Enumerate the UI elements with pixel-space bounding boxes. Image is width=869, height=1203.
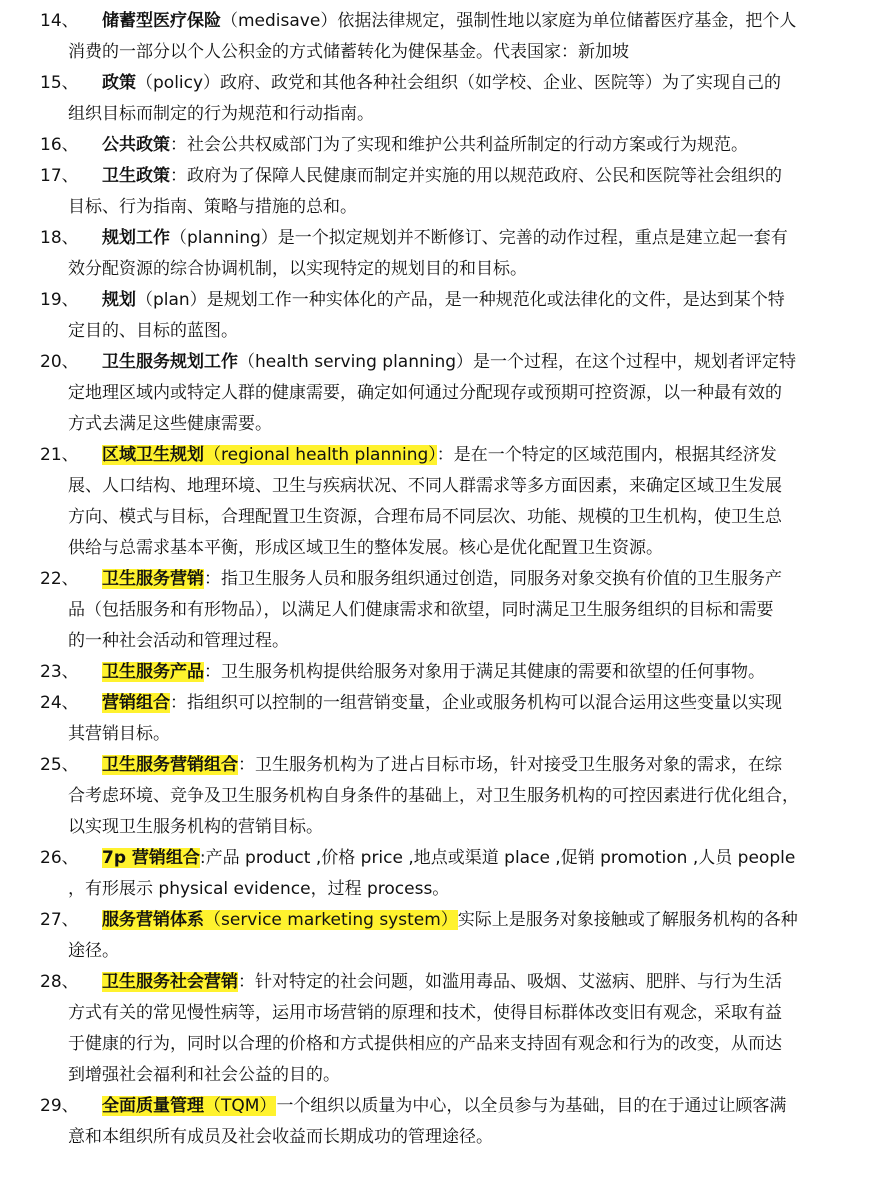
entry-term-zh: 公共政策: [102, 135, 170, 155]
entry-number: 26、: [40, 848, 79, 868]
entry-term: [102, 848, 200, 868]
entry-term-zh: 政策: [102, 73, 136, 93]
entry-first-line: [68, 440, 839, 471]
entry-continuation-line: 供给与总需求基本平衡，形成区域卫生的整体发展。核心是优化配置卫生资源。: [68, 538, 663, 558]
entry-continuation-line: 方向、模式与目标，合理配置卫生资源，合理布局不同层次、功能、规模的卫生机构，使卫生总: [68, 507, 782, 527]
glossary-entry: [0, 905, 869, 967]
entry-definition: :产品 product ,价格 price ,地点或渠道 place ,促销 promotion ,人员 people: [199, 848, 796, 868]
entry-term-zh: 区域卫生规划: [102, 445, 204, 465]
entry-number: 23、: [40, 662, 79, 682]
entry-first-line: [68, 6, 839, 37]
entry-term-en: （regional health planning）: [204, 445, 437, 465]
entry-number: 25、: [40, 755, 79, 775]
glossary-entry: [0, 130, 869, 161]
entry-continuation-line: ，有形展示 physical evidence，过程 process。: [68, 879, 450, 899]
entry-first-line: [68, 68, 839, 99]
entry-continuation-line: 于健康的行为，同时以合理的价格和方式提供相应的产品来支持固有观念和行为的改变，从而达: [68, 1034, 782, 1054]
entry-term-zh: 全面质量管理: [102, 1096, 204, 1116]
entry-term-zh: 卫生服务规划工作: [102, 352, 238, 372]
glossary-entry: [0, 68, 869, 130]
glossary-entry: [0, 285, 869, 347]
entry-first-line: [68, 347, 839, 378]
glossary-entry: [0, 967, 869, 1091]
entry-first-line: [68, 657, 839, 688]
entry-number: 28、: [40, 972, 79, 992]
entry-term-en: （service marketing system）: [204, 910, 458, 930]
glossary-entry: [0, 1091, 869, 1153]
entry-term: [102, 290, 207, 310]
entry-continuation-line: 定目的、目标的蓝图。: [68, 321, 238, 341]
entry-first-line: [68, 1091, 839, 1122]
entry-term-en: （health serving planning）: [238, 352, 474, 372]
entry-term: [102, 755, 238, 775]
entry-term: [102, 1096, 276, 1116]
entry-number: 22、: [40, 569, 79, 589]
entry-term: [102, 228, 278, 248]
entry-term-en: （planning）: [170, 228, 278, 248]
entry-number: 16、: [40, 135, 79, 155]
entry-first-line: [68, 967, 839, 998]
entry-term: [102, 662, 204, 682]
entry-continuation-line: 方式去满足这些健康需要。: [68, 414, 272, 434]
glossary-entry: [0, 223, 869, 285]
entry-definition: 政府、政党和其他各种社会组织（如学校、企业、医院等）为了实现自己的: [220, 73, 782, 93]
entry-definition: 是一个拟定规划并不断修订、完善的动作过程，重点是建立起一套有: [277, 228, 788, 248]
entry-first-line: [68, 905, 839, 936]
entry-first-line: [68, 750, 839, 781]
entry-number: 24、: [40, 693, 79, 713]
entry-number: 19、: [40, 290, 79, 310]
entry-continuation-line: 的一种社会活动和管理过程。: [68, 631, 289, 651]
entry-term-zh: 卫生服务营销: [102, 569, 204, 589]
entry-term-en: （policy）: [136, 73, 221, 93]
entry-number: 14、: [40, 11, 79, 31]
entry-term: [102, 445, 437, 465]
entry-continuation-line: 定地理区域内或特定人群的健康需要，确定如何通过分配现存或预期可控资源，以一种最有效的: [68, 383, 782, 403]
entry-definition: ：卫生服务机构提供给服务对象用于满足其健康的需要和欲望的任何事物。: [204, 662, 765, 682]
entry-definition: 实际上是服务对象接触或了解服务机构的各种: [457, 910, 798, 930]
glossary-entry: [0, 564, 869, 657]
entry-first-line: [68, 130, 839, 161]
entry-definition: 依据法律规定，强制性地以家庭为单位储蓄医疗基金，把个人: [337, 11, 797, 31]
entry-term-en: （TQM）: [204, 1096, 277, 1116]
glossary-entry: [0, 347, 869, 440]
entry-term-en: （plan）: [136, 290, 207, 310]
entry-term-zh: 规划工作: [102, 228, 170, 248]
entry-term: [102, 73, 220, 93]
entry-term-zh: 卫生政策: [102, 166, 170, 186]
document-page: [0, 6, 869, 1153]
entry-term: [102, 11, 337, 31]
entry-first-line: [68, 223, 839, 254]
glossary-entry: [0, 657, 869, 688]
entry-continuation-line: 效分配资源的综合协调机制，以实现特定的规划目的和目标。: [68, 259, 527, 279]
entry-first-line: [68, 564, 839, 595]
glossary-entry: [0, 750, 869, 843]
entry-continuation-line: 组织目标而制定的行为规范和行动指南。: [68, 104, 374, 124]
entry-continuation-line: 品（包括服务和有形物品），以满足人们健康需求和欲望，同时满足卫生服务组织的目标和需要: [68, 600, 774, 620]
entry-term: [102, 910, 458, 930]
entry-term: [102, 972, 238, 992]
glossary-entry: [0, 6, 869, 68]
entry-term: [102, 569, 204, 589]
entry-definition: ：是在一个特定的区域范围内，根据其经济发: [436, 445, 777, 465]
entry-term: [102, 693, 170, 713]
entry-continuation-line: 到增强社会福利和社会公益的目的。: [68, 1065, 340, 1085]
entry-term-zh: 卫生服务产品: [102, 662, 204, 682]
entry-number: 20、: [40, 352, 79, 372]
entry-first-line: [68, 843, 839, 874]
entry-term: [102, 135, 170, 155]
entry-continuation-line: 消费的一部分以个人公积金的方式储蓄转化为健保基金。代表国家：新加坡: [68, 42, 629, 62]
entry-continuation-line: 其营销目标。: [68, 724, 170, 744]
glossary-entry: [0, 161, 869, 223]
entry-definition: ：针对特定的社会问题，如滥用毒品、吸烟、艾滋病、肥胖、与行为生活: [238, 972, 782, 992]
entry-definition: 是一个过程，在这个过程中，规划者评定特: [473, 352, 797, 372]
entry-definition: 一个组织以质量为中心，以全员参与为基础，目的在于通过让顾客满: [276, 1096, 787, 1116]
entry-first-line: [68, 688, 839, 719]
entry-number: 15、: [40, 73, 79, 93]
entry-continuation-line: 方式有关的常见慢性病等，运用市场营销的原理和技术，使得目标群体改变旧有观念，采取有益: [68, 1003, 782, 1023]
entry-term-zh: 卫生服务营销组合: [102, 755, 238, 775]
entry-term-zh: 服务营销体系: [102, 910, 204, 930]
entry-term-zh: 规划: [102, 290, 136, 310]
entry-first-line: [68, 285, 839, 316]
entry-number: 17、: [40, 166, 79, 186]
entry-definition: ：政府为了保障人民健康而制定并实施的用以规范政府、公民和医院等社会组织的: [170, 166, 782, 186]
entry-term-zh: 卫生服务社会营销: [102, 972, 238, 992]
entry-number: 27、: [40, 910, 79, 930]
entry-definition: ：社会公共权威部门为了实现和维护公共利益所制定的行动方案或行为规范。: [170, 135, 748, 155]
entry-number: 21、: [40, 445, 79, 465]
entry-definition: ：卫生服务机构为了进占目标市场，针对接受卫生服务对象的需求，在综: [238, 755, 782, 775]
entry-continuation-line: 合考虑环境、竞争及卫生服务机构自身条件的基础上，对卫生服务机构的可控因素进行优化组合，: [68, 786, 799, 806]
entry-term-zh: 营销组合: [102, 693, 170, 713]
entry-continuation-line: 目标、行为指南、策略与措施的总和。: [68, 197, 357, 217]
entry-term-zh: 7p 营销组合: [102, 848, 200, 868]
entry-continuation-line: 以实现卫生服务机构的营销目标。: [68, 817, 323, 837]
entry-definition: ：指卫生服务人员和服务组织通过创造，同服务对象交换有价值的卫生服务产: [204, 569, 782, 589]
glossary-entry: [0, 688, 869, 750]
entry-number: 29、: [40, 1096, 79, 1116]
glossary-entry: [0, 440, 869, 564]
glossary-entry: [0, 843, 869, 905]
entry-first-line: [68, 161, 839, 192]
entry-definition: ：指组织可以控制的一组营销变量，企业或服务机构可以混合运用这些变量以实现: [170, 693, 782, 713]
entry-continuation-line: 途径。: [68, 941, 119, 961]
entry-continuation-line: 意和本组织所有成员及社会收益而长期成功的管理途径。: [68, 1127, 493, 1147]
entry-term-en: （medisave）: [221, 11, 338, 31]
entry-term: [102, 166, 170, 186]
entry-term: [102, 352, 473, 372]
entry-number: 18、: [40, 228, 79, 248]
entry-continuation-line: 展、人口结构、地理环境、卫生与疾病状况、不同人群需求等多方面因素，来确定区域卫生发展: [68, 476, 782, 496]
entry-definition: 是规划工作一种实体化的产品，是一种规范化或法律化的文件，是达到某个特: [206, 290, 785, 310]
entry-term-zh: 储蓄型医疗保险: [102, 11, 221, 31]
